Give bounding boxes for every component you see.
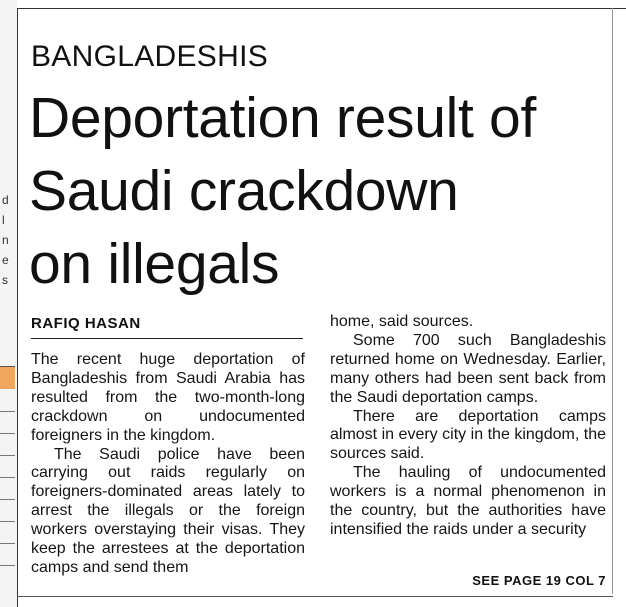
frame-top-rule (18, 8, 626, 9)
body-paragraph: Some 700 such Bangladeshis returned home on Wednesday. Earlier, many others had been sent back from the Saudi deportation camps. (330, 331, 606, 406)
adjacent-table-rule (0, 565, 15, 566)
body-paragraph: The Saudi police have been carrying out raids regularly on foreigners-dominated areas lately to arrest the illegals or the foreign workers overstaying their visas. They keep the arrestees at the deportation camps and send them (31, 445, 305, 576)
adjacent-table-rule (0, 543, 15, 544)
edge-letter: d (2, 193, 9, 207)
headline-line: Deportation result of (29, 86, 536, 150)
byline-rule (31, 338, 303, 339)
article-headline (29, 82, 619, 301)
adjacent-article-edge (0, 0, 17, 607)
headline-line: Saudi crackdown (29, 159, 459, 223)
frame-bottom-rule (17, 596, 613, 597)
article-column-2 (330, 313, 606, 540)
adjacent-table-rule (0, 499, 15, 500)
adjacent-table (0, 366, 15, 587)
body-paragraph: There are deportation camps almost in every city in the kingdom, the sources said. (330, 407, 606, 463)
edge-letter: e (2, 253, 9, 267)
body-paragraph: The recent huge deportation of Bangladeshis from Saudi Arabia has resulted from the two-month-long crackdown on undocumented foreigners in the kingdom. (31, 351, 305, 444)
adjacent-table-rule (0, 411, 15, 412)
headline-line: on illegals (29, 232, 280, 296)
frame-left-rule (17, 8, 18, 607)
edge-letter: n (2, 233, 9, 247)
article-column-1 (31, 351, 305, 578)
continued-on-link[interactable]: SEE PAGE 19 COL 7 (472, 573, 606, 588)
edge-letter: l (2, 213, 5, 227)
adjacent-table-rule (0, 455, 15, 456)
adjacent-article-letters (2, 190, 12, 290)
adjacent-table-rule (0, 521, 15, 522)
edge-letter: s (2, 273, 8, 287)
adjacent-table-rule (0, 477, 15, 478)
adjacent-table-rule (0, 433, 15, 434)
article-byline: RAFIQ HASAN (31, 315, 141, 332)
body-paragraph: home, said sources. (330, 313, 474, 330)
body-paragraph: The hauling of undocumented workers is a normal phenomenon in the country, but the authorities have intensified the raids under a security (330, 464, 606, 538)
article-kicker: BANGLADESHIS (31, 40, 269, 73)
adjacent-table-header (0, 367, 15, 389)
